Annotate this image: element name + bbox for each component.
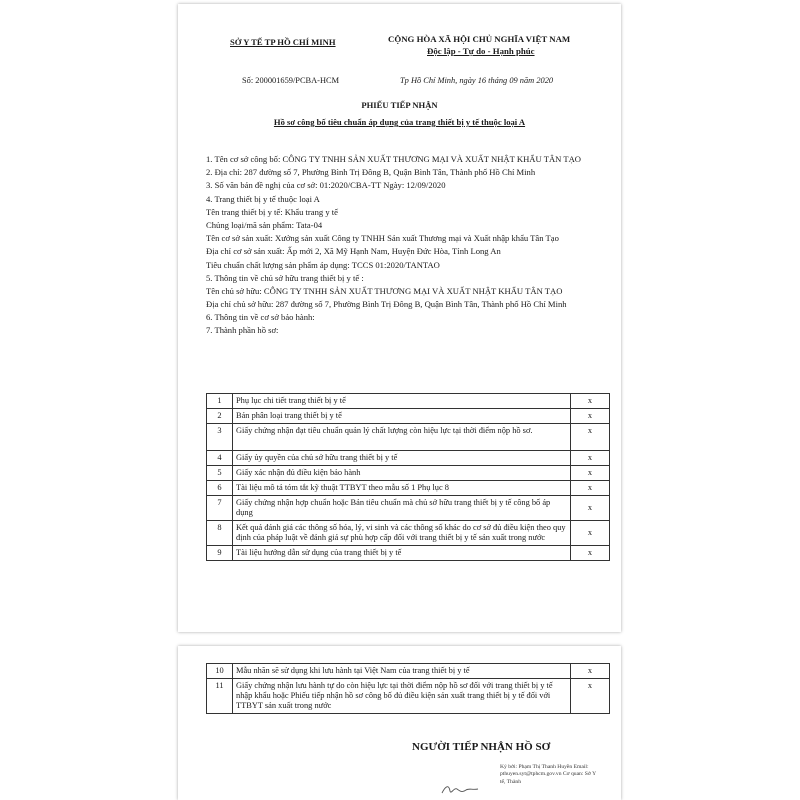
table-row: [207, 481, 610, 496]
document-subtitle-text: Hồ sơ công bố tiêu chuẩn áp dụng của trang thiết bị y tế thuộc loại A: [273, 117, 526, 127]
row-text: Kết quả đánh giá các thông số hóa, lý, vi sinh và các thông số khác do cơ sở đủ điều kiện theo quy định của pháp luật về đánh giá sự phù hợp cấp đối với trang thiết bị y tế sản xuất trong nước: [233, 521, 571, 546]
field-standard: Tiêu chuẩn chất lượng sản phẩm áp dụng: TCCS 01:2020/TANTAO: [206, 259, 440, 270]
field-dossier-heading: 7. Thành phần hồ sơ:: [206, 325, 279, 336]
row-text: Bản phân loại trang thiết bị y tế: [233, 409, 571, 424]
row-mark: x: [571, 521, 610, 546]
document-date: Tp Hồ Chí Minh, ngày 16 tháng 09 năm 2020: [400, 76, 554, 85]
row-mark: x: [571, 496, 610, 521]
table-row: [207, 521, 610, 546]
field-product-code: Chủng loại/mã sản phẩm: Tata-04: [206, 219, 323, 230]
row-mark: x: [571, 679, 610, 714]
row-number: 5: [207, 466, 233, 481]
dossier-table: [206, 393, 610, 561]
table-row: [207, 496, 610, 521]
row-text: Tài liệu mô tả tóm tắt kỹ thuật TTBYT theo mẫu số 1 Phụ lục 8: [233, 481, 571, 496]
table-row: [207, 451, 610, 466]
row-number: 1: [207, 394, 233, 409]
row-number: 10: [207, 664, 233, 679]
receiver-title: NGƯỜI TIẾP NHẬN HỒ SƠ: [412, 741, 551, 753]
row-mark: x: [571, 481, 610, 496]
signature-icon: [440, 781, 480, 797]
table-row: [207, 394, 610, 409]
national-title: CỘNG HÒA XÃ HỘI CHỦ NGHĨA VIỆT NAM: [388, 34, 571, 44]
row-mark: x: [571, 664, 610, 679]
field-device-class: 4. Trang thiết bị y tế thuộc loại A: [206, 193, 320, 204]
row-text: Giấy xác nhận đủ điều kiện bảo hành: [233, 466, 571, 481]
field-owner-heading: 5. Thông tin về chủ sở hữu trang thiết bị y tế :: [206, 272, 364, 283]
field-owner-address: Địa chỉ chủ sở hữu: 287 đường số 7, Phường Bình Trị Đông B, Quận Bình Tân, Thành phố Hồ Chí Minh: [206, 299, 567, 310]
table-row: [207, 409, 610, 424]
row-number: 7: [207, 496, 233, 521]
row-text: Giấy chứng nhận đạt tiêu chuẩn quản lý chất lượng còn hiệu lực tại thời điểm nộp hồ sơ.: [233, 424, 571, 451]
table-row: [207, 546, 610, 561]
field-owner-name: Tên chủ sở hữu: CÔNG TY TNHH SẢN XUẤT THƯƠNG MẠI VÀ XUẤT NHẬT KHẨU TÂN TẠO: [206, 285, 563, 296]
document-page-2: [178, 646, 621, 800]
row-text: Phụ lục chi tiết trang thiết bị y tế: [233, 394, 571, 409]
row-mark: x: [571, 546, 610, 561]
issuing-agency: SỞ Y TẾ TP HỒ CHÍ MINH: [230, 37, 336, 47]
field-facility-name: 1. Tên cơ sở công bố: CÔNG TY TNHH SẢN XUẤT THƯƠNG MẠI VÀ XUẤT NHẬT KHẨU TÂN TẠO: [206, 154, 582, 164]
field-device-name: Tên trang thiết bị y tế: Khẩu trang y tế: [206, 206, 338, 217]
field-manufacturer: Tên cơ sở sản xuất: Xưởng sản xuất Công ty TNHH Sản xuất Thương mại và Xuất nhập khẩu Tân Tạo: [206, 233, 559, 244]
document-number: Số: 200001659/PCBA-HCM: [242, 76, 340, 85]
table-row: [207, 679, 610, 714]
row-text: Giấy chứng nhận lưu hành tự do còn hiệu lực tại thời điểm nộp hồ sơ đối với trang thiết bị y tế nhập khẩu hoặc Phiếu tiếp nhận hồ sơ công bố đủ điều kiện sản xuất trang thiết bị y tế đối với TTBYT sản xuất trong nước: [233, 679, 571, 714]
row-number: 2: [207, 409, 233, 424]
national-motto: Độc lập - Tự do - Hạnh phúc: [427, 46, 535, 56]
document-title: PHIẾU TIẾP NHẬN: [361, 100, 438, 110]
field-request-number: 3. Số văn bản đề nghị của cơ sở: 01:2020/CBA-TT Ngày: 12/09/2020: [206, 180, 446, 191]
row-mark: x: [571, 409, 610, 424]
row-text: Giấy chứng nhận hợp chuẩn hoặc Bản tiêu chuẩn mà chủ sở hữu trang thiết bị y tế công bố áp dụng: [233, 496, 571, 521]
row-number: 4: [207, 451, 233, 466]
row-mark: x: [571, 394, 610, 409]
field-manufacturer-address: Địa chỉ cơ sở sản xuất: Ấp mới 2, Xã Mỹ Hạnh Nam, Huyện Đức Hòa, Tỉnh Long An: [206, 246, 501, 257]
row-text: Mẫu nhãn sẽ sử dụng khi lưu hành tại Việt Nam của trang thiết bị y tế: [233, 664, 571, 679]
table-row: [207, 466, 610, 481]
row-mark: x: [571, 451, 610, 466]
table-row: [207, 664, 610, 679]
row-text: Tài liệu hướng dẫn sử dụng của trang thiết bị y tế: [233, 546, 571, 561]
row-number: 6: [207, 481, 233, 496]
row-number: 8: [207, 521, 233, 546]
row-number: 3: [207, 424, 233, 451]
row-number: 11: [207, 679, 233, 714]
row-number: 9: [207, 546, 233, 561]
field-warranty: 6. Thông tin về cơ sở bảo hành:: [206, 312, 315, 323]
document-fields: [206, 154, 610, 339]
table-row: [207, 424, 610, 451]
row-mark: x: [571, 466, 610, 481]
row-mark: x: [571, 424, 610, 451]
row-text: Giấy ủy quyền của chủ sở hữu trang thiết bị y tế: [233, 451, 571, 466]
document-subtitle: [178, 117, 621, 127]
field-address: 2. Địa chỉ: 287 đường số 7, Phường Bình Trị Đông B, Quận Bình Tân, Thành phố Hồ Chí Minh: [206, 167, 536, 178]
document-page-1: [178, 4, 621, 632]
dossier-table-continued: [206, 663, 610, 714]
digital-signature-info: Ký bởi: Phạm Thị Thanh Huyền Email: pthuyen.syt@tphcm.gov.vn Cơ quan: Sở Y tế, Thành: [500, 764, 596, 785]
